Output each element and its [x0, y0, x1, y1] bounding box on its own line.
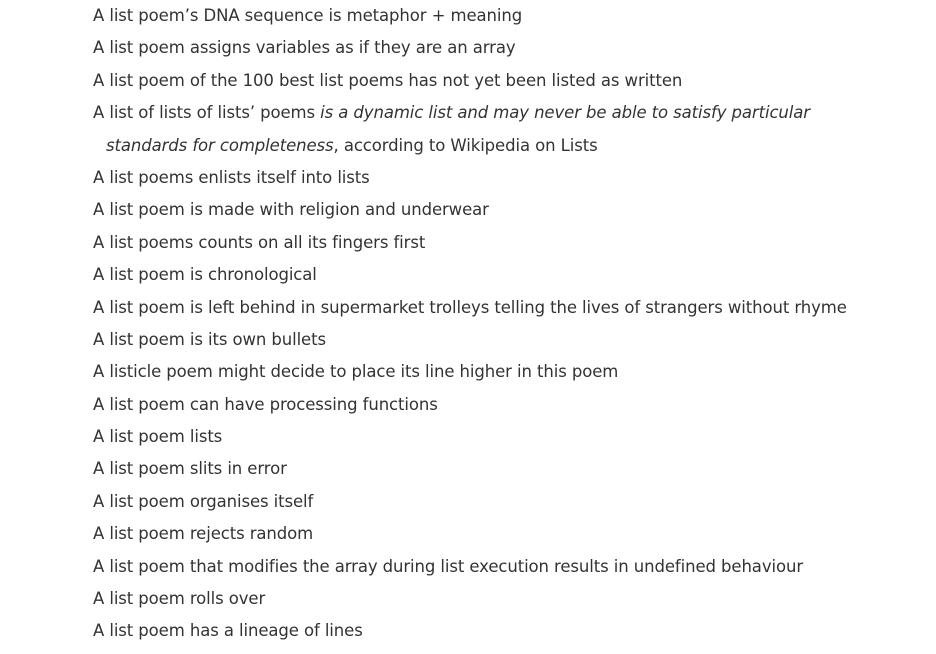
poem-line: A list poems enlists itself into lists [93, 167, 370, 187]
poem-line: A list poem’s DNA sequence is metaphor + meaning [93, 6, 523, 25]
poem-line: A list poem is made with religion and underwear [93, 200, 489, 220]
poem-line: A list poem is its own bullets [93, 329, 326, 349]
poem-body [93, 0, 913, 648]
poem-line: A list poem is chronological [93, 265, 317, 285]
poem-line-italic-text: is a dynamic list and may never be able to satisfy particular [320, 103, 810, 123]
poem-line: A listicle poem might decide to place its line higher in this poem [93, 362, 619, 382]
poem-line-italic-text: standards for completeness [106, 135, 334, 155]
poem-line-text: , according to Wikipedia on Lists [333, 135, 598, 155]
poem-line: A list poems counts on all its fingers first [93, 232, 426, 252]
poem-line: A list poem rolls over [93, 589, 266, 609]
poem-line: A list poem rejects random [93, 524, 314, 544]
poem-line: A list poem of the 100 best list poems has not yet been listed as written [93, 70, 683, 90]
poem-line: A list poem is left behind in supermarket trolleys telling the lives of strangers without rhyme [93, 297, 847, 317]
poem-line [93, 97, 913, 129]
poem-line-text: A list of lists of lists’ poems [93, 103, 321, 123]
poem-line: A list poem lists [93, 427, 223, 447]
poem-line: A list poem can have processing functions [93, 394, 438, 414]
poem-line: A list poem slits in error [93, 459, 287, 479]
poem-line: A list poem organises itself [93, 491, 314, 511]
poem-line: A list poem that modifies the array during list execution results in undefined behaviour [93, 556, 803, 576]
poem-line: A list poem assigns variables as if they are an array [93, 38, 516, 58]
poem-line: A list poem has a lineage of lines [93, 621, 363, 641]
poem-line-continuation [93, 130, 913, 162]
